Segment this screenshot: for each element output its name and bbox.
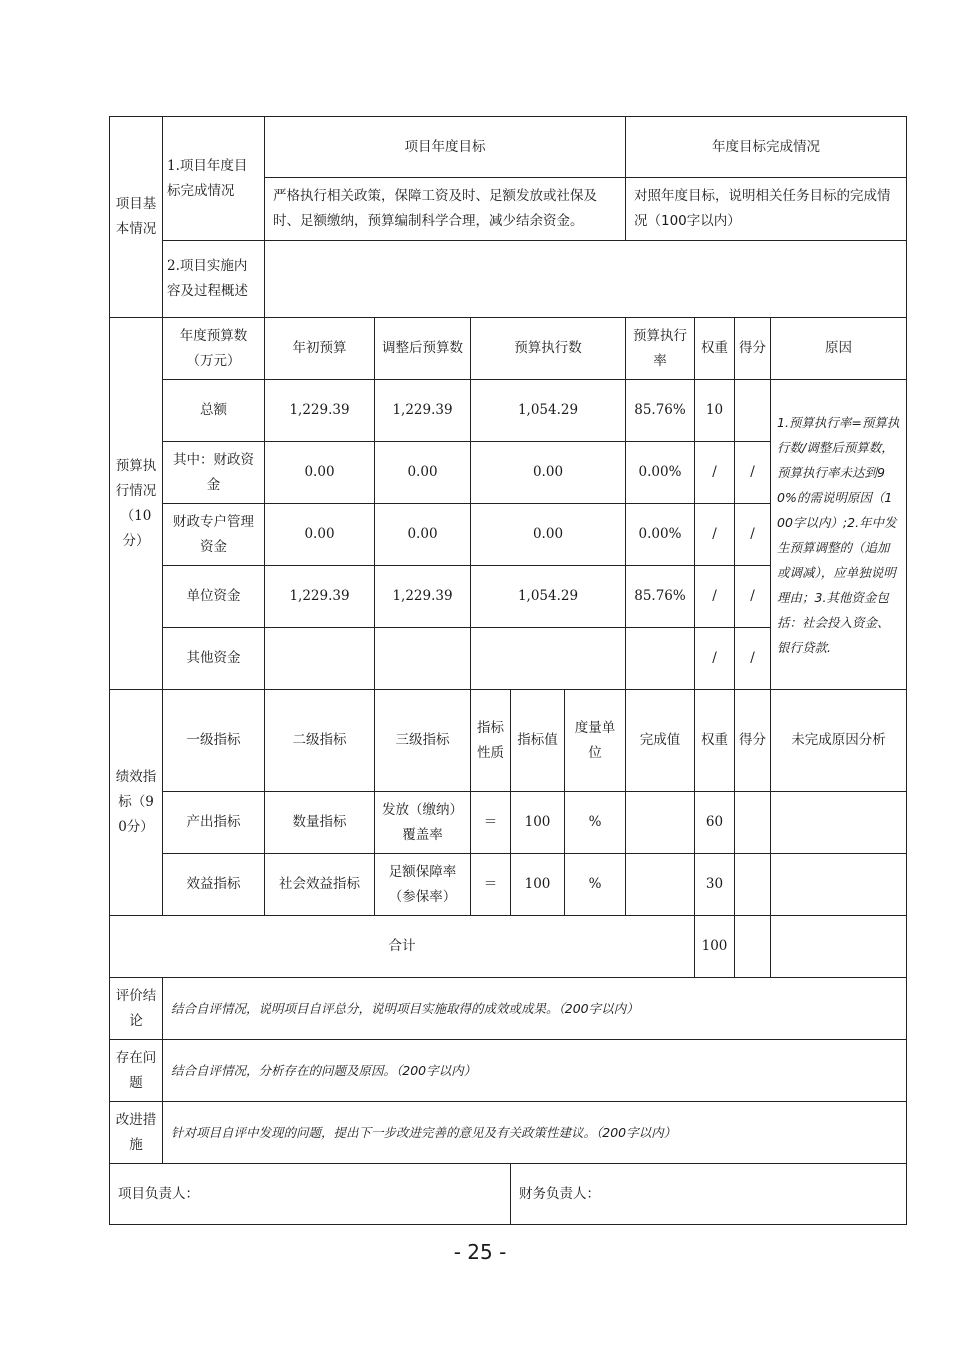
perf-value: 100 bbox=[511, 792, 565, 854]
total-analysis bbox=[771, 916, 907, 978]
budget-header-weight: 权重 bbox=[695, 318, 735, 380]
section-basic-label: 项目基本情况 bbox=[110, 117, 163, 318]
budget-row-label: 其他资金 bbox=[163, 628, 265, 690]
budget-weight-value: / bbox=[695, 504, 735, 566]
perf-analysis bbox=[771, 854, 907, 916]
perf-header-level2: 二级指标 bbox=[265, 690, 375, 792]
budget-initial-value bbox=[265, 628, 375, 690]
budget-header-executed: 预算执行数 bbox=[471, 318, 626, 380]
perf-analysis bbox=[771, 792, 907, 854]
perf-weight: 30 bbox=[695, 854, 735, 916]
budget-executed-value bbox=[471, 628, 626, 690]
issues-label: 存在问题 bbox=[110, 1040, 163, 1102]
budget-adjusted-value: 1,229.39 bbox=[375, 380, 471, 442]
budget-row-label: 其中：财政资金 bbox=[163, 442, 265, 504]
issues-text: 结合自评情况，分析存在的问题及原因。（200字以内） bbox=[163, 1040, 907, 1102]
completion-text: 对照年度目标，说明相关任务目标的完成情况（100字以内） bbox=[626, 178, 907, 241]
budget-score-value bbox=[735, 380, 771, 442]
perf-score bbox=[735, 792, 771, 854]
budget-rate-value: 85.76% bbox=[626, 566, 695, 628]
budget-row-label: 单位资金 bbox=[163, 566, 265, 628]
budget-header-adjusted: 调整后预算数 bbox=[375, 318, 471, 380]
budget-adjusted-value: 0.00 bbox=[375, 442, 471, 504]
page-number: - 25 - bbox=[453, 1240, 507, 1264]
perf-header-unit: 度量单位 bbox=[565, 690, 626, 792]
budget-executed-value: 1,054.29 bbox=[471, 380, 626, 442]
budget-initial-value: 0.00 bbox=[265, 504, 375, 566]
perf-nature: ＝ bbox=[471, 792, 511, 854]
budget-header-annual: 年度预算数（万元） bbox=[163, 318, 265, 380]
conclusion-label: 评价结论 bbox=[110, 978, 163, 1040]
budget-score-value: / bbox=[735, 504, 771, 566]
total-label: 合计 bbox=[110, 916, 695, 978]
improve-label: 改进措施 bbox=[110, 1102, 163, 1164]
budget-executed-value: 0.00 bbox=[471, 442, 626, 504]
perf-level2: 数量指标 bbox=[265, 792, 375, 854]
perf-row-output bbox=[110, 792, 907, 854]
budget-initial-value: 1,229.39 bbox=[265, 566, 375, 628]
perf-complete bbox=[626, 792, 695, 854]
budget-weight-value: / bbox=[695, 442, 735, 504]
perf-level3: 发放（缴纳）覆盖率 bbox=[375, 792, 471, 854]
budget-score-value: / bbox=[735, 566, 771, 628]
budget-adjusted-value: 1,229.39 bbox=[375, 566, 471, 628]
improve-text: 针对项目自评中发现的问题，提出下一步改进完善的意见及有关政策性建议。（200字以内） bbox=[163, 1102, 907, 1164]
budget-header-reason: 原因 bbox=[771, 318, 907, 380]
perf-level2: 社会效益指标 bbox=[265, 854, 375, 916]
perf-unit: % bbox=[565, 854, 626, 916]
perf-header-weight: 权重 bbox=[695, 690, 735, 792]
evaluation-form-table bbox=[109, 116, 907, 1225]
budget-header-score: 得分 bbox=[735, 318, 771, 380]
perf-row-benefit bbox=[110, 854, 907, 916]
budget-rate-value: 85.76% bbox=[626, 380, 695, 442]
budget-executed-value: 0.00 bbox=[471, 504, 626, 566]
section-performance-label: 绩效指标（90分） bbox=[110, 690, 163, 916]
item2-label: 2.项目实施内容及过程概述 bbox=[163, 241, 265, 318]
budget-score-value: / bbox=[735, 442, 771, 504]
perf-header-analysis: 未完成原因分析 bbox=[771, 690, 907, 792]
perf-header-nature: 指标性质 bbox=[471, 690, 511, 792]
budget-rate-value bbox=[626, 628, 695, 690]
total-row bbox=[110, 916, 907, 978]
budget-weight-value: 10 bbox=[695, 380, 735, 442]
perf-header-level3: 三级指标 bbox=[375, 690, 471, 792]
budget-adjusted-value: 0.00 bbox=[375, 504, 471, 566]
finance-lead-signature: 财务负责人： bbox=[511, 1164, 907, 1225]
budget-score-value: / bbox=[735, 628, 771, 690]
completion-header: 年度目标完成情况 bbox=[626, 117, 907, 178]
project-lead-signature: 项目负责人： bbox=[110, 1164, 511, 1225]
budget-weight-value: / bbox=[695, 628, 735, 690]
perf-level1: 产出指标 bbox=[163, 792, 265, 854]
perf-header-score: 得分 bbox=[735, 690, 771, 792]
conclusion-text: 结合自评情况，说明项目自评总分，说明项目实施取得的成效或成果。（200字以内） bbox=[163, 978, 907, 1040]
total-weight: 100 bbox=[695, 916, 735, 978]
perf-header-level1: 一级指标 bbox=[163, 690, 265, 792]
perf-level1: 效益指标 bbox=[163, 854, 265, 916]
budget-row-total bbox=[110, 380, 907, 442]
budget-rate-value: 0.00% bbox=[626, 442, 695, 504]
goal-header: 项目年度目标 bbox=[265, 117, 626, 178]
budget-initial-value: 0.00 bbox=[265, 442, 375, 504]
budget-weight-value: / bbox=[695, 566, 735, 628]
budget-row-label: 总额 bbox=[163, 380, 265, 442]
budget-header-initial: 年初预算 bbox=[265, 318, 375, 380]
perf-unit: % bbox=[565, 792, 626, 854]
budget-adjusted-value bbox=[375, 628, 471, 690]
perf-weight: 60 bbox=[695, 792, 735, 854]
perf-header-complete: 完成值 bbox=[626, 690, 695, 792]
budget-executed-value: 1,054.29 bbox=[471, 566, 626, 628]
perf-header-value: 指标值 bbox=[511, 690, 565, 792]
item1-label: 1.项目年度目标完成情况 bbox=[163, 117, 265, 241]
perf-value: 100 bbox=[511, 854, 565, 916]
goal-text: 严格执行相关政策，保障工资及时、足额发放或社保及时、足额缴纳，预算编制科学合理，减少结余资金。 bbox=[265, 178, 626, 241]
budget-rate-value: 0.00% bbox=[626, 504, 695, 566]
total-score bbox=[735, 916, 771, 978]
section-budget-label: 预算执行情况（10分） bbox=[110, 318, 163, 690]
perf-level3: 足额保障率（参保率） bbox=[375, 854, 471, 916]
budget-header-rate: 预算执行率 bbox=[626, 318, 695, 380]
budget-initial-value: 1,229.39 bbox=[265, 380, 375, 442]
perf-nature: ＝ bbox=[471, 854, 511, 916]
perf-complete bbox=[626, 854, 695, 916]
item2-text bbox=[265, 241, 907, 318]
perf-score bbox=[735, 854, 771, 916]
budget-row-label: 财政专户管理资金 bbox=[163, 504, 265, 566]
budget-reason-text: 1.预算执行率=预算执行数/调整后预算数，预算执行率未达到90%的需说明原因（100字以内）;2.年中发生预算调整的（追加或调减），应单独说明理由；3.其他资金包括：社会投入资金、银行贷款. bbox=[771, 380, 907, 690]
